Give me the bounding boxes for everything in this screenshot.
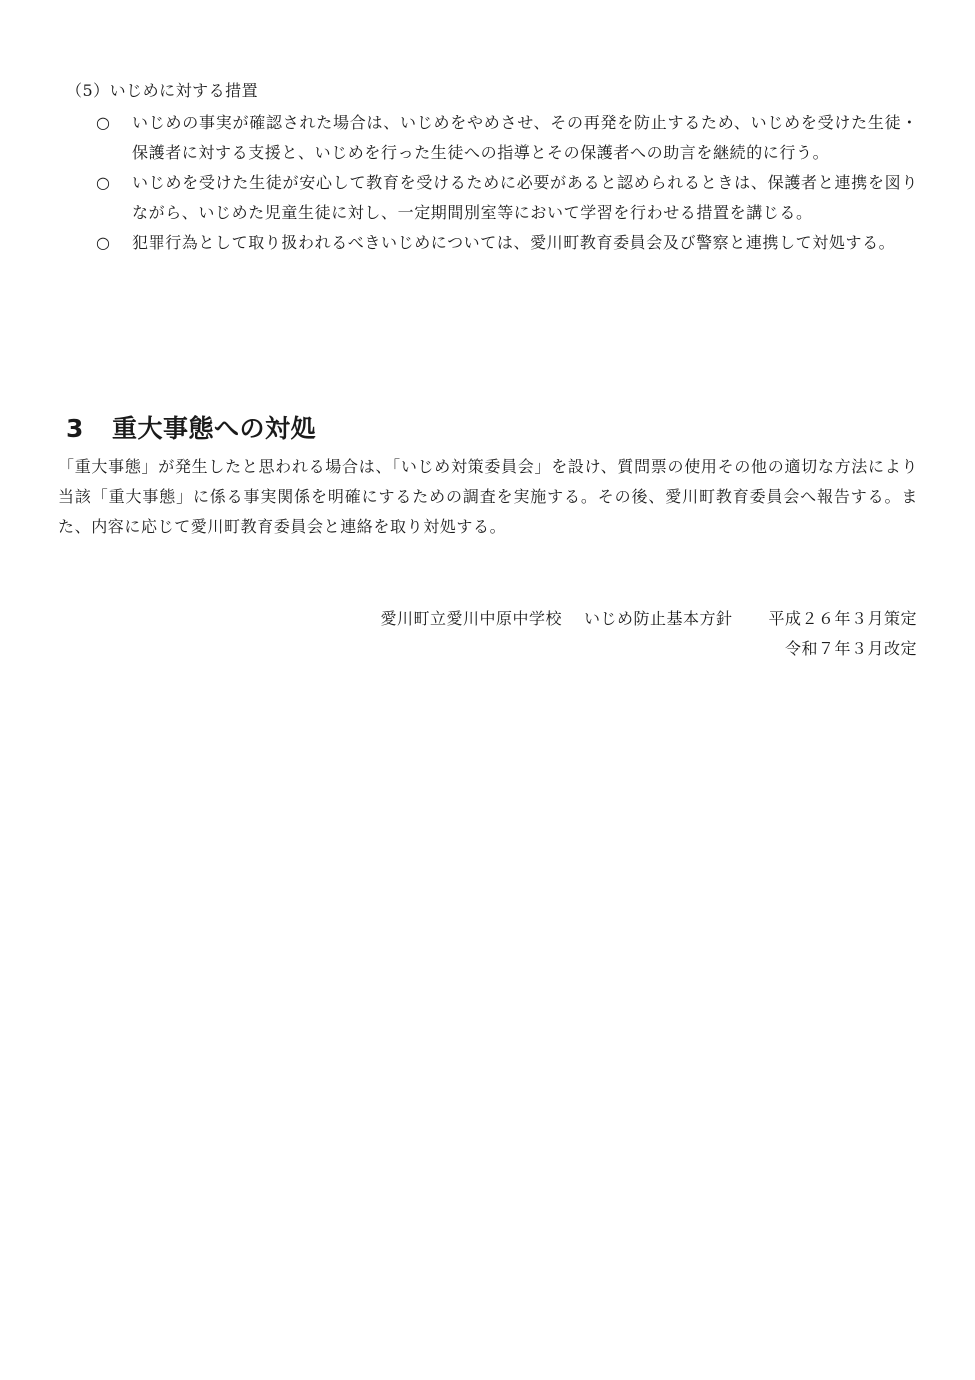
list-item-text: いじめの事実が確認された場合は、いじめをやめさせ、その再発を防止するため、いじめを受けた生徒・保護者に対する支援と、いじめを行った生徒への指導とその保護者への助言を継続的に行う。	[132, 113, 918, 162]
footer-line-2	[380, 634, 917, 664]
section-number: 3	[66, 414, 84, 443]
school-name: 愛川町立愛川中原中学校	[380, 609, 562, 628]
document-name: いじめ防止基本方針	[583, 609, 733, 628]
established-date: 平成２６年３月策定	[768, 609, 917, 628]
list-item-text: いじめを受けた生徒が安心して教育を受けるために必要があると認められるときは、保護者と連携を図りながら、いじめた児童生徒に対し、一定期間別室等において学習を行わせる措置を講じる。	[132, 173, 918, 222]
section-3-body: 「重大事態」が発生したと思われる場合は、「いじめ対策委員会」を設け、質問票の使用その他の適切な方法により当該「重大事態」に係る事実関係を明確にするための調査を実施する。その後、愛川町教育委員会へ報告する。また、内容に応じて愛川町教育委員会と連絡を取り対処する。	[58, 457, 918, 536]
circle-bullet-icon: ○	[96, 113, 111, 132]
list-item	[96, 108, 918, 168]
list-item-text: 犯罪行為として取り扱われるべきいじめについては、愛川町教育委員会及び警察と連携して対処する。	[132, 233, 896, 252]
measures-list	[96, 108, 918, 258]
section-5-heading: （5）いじめに対する措置	[66, 81, 259, 100]
footer-line-1	[380, 604, 917, 634]
section-title: 重大事態への対処	[112, 414, 317, 443]
circle-bullet-icon: ○	[96, 173, 111, 192]
circle-bullet-icon: ○	[96, 233, 111, 252]
list-item	[96, 228, 918, 258]
section-3-heading	[66, 412, 316, 446]
document-footer	[380, 604, 917, 664]
list-item	[96, 168, 918, 228]
revised-date: 令和７年３月改定	[784, 639, 917, 658]
